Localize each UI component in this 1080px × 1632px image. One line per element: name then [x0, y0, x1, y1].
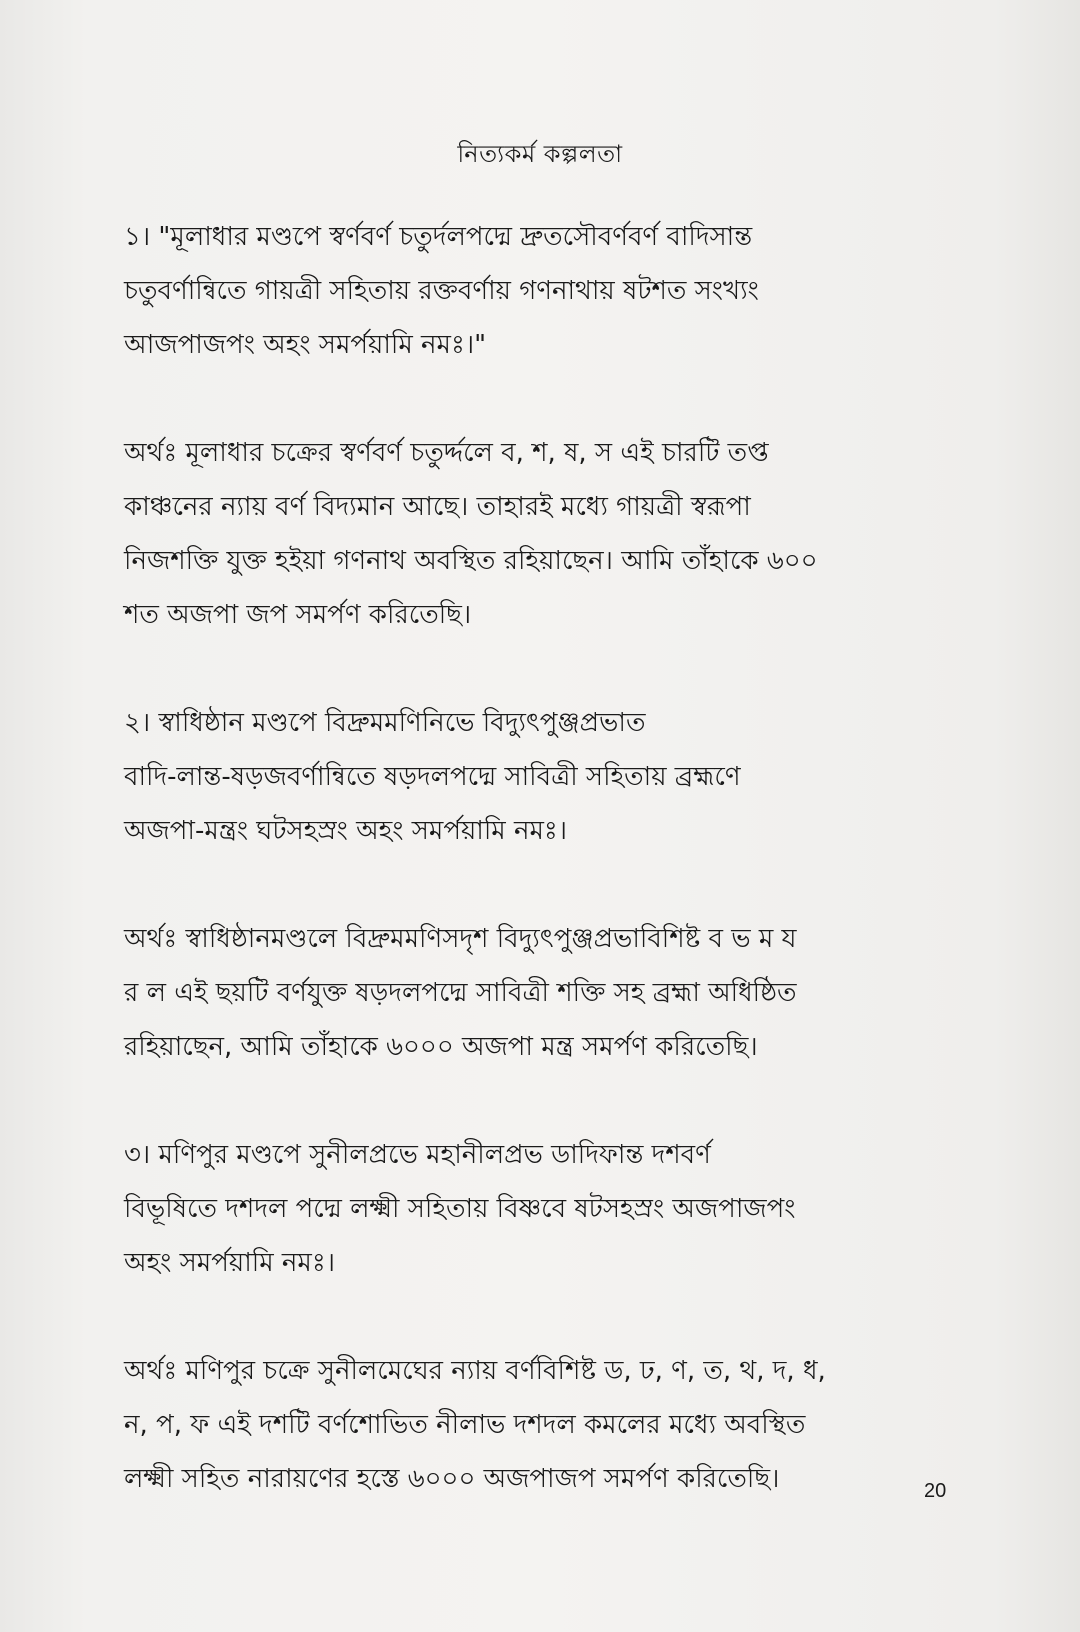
text-line: কাঞ্চনের ন্যায় বর্ণ বিদ্যমান আছে। তাহারই মধ্যে গায়ত্রী স্বরূপা: [124, 492, 751, 522]
meaning-paragraph-2: [124, 912, 964, 1074]
paragraph-gap: [124, 1074, 964, 1128]
text-line: অর্থঃ স্বাধিষ্ঠানমণ্ডলে বিদ্রুমমণিসদৃশ বিদ্যুৎপুঞ্জপ্রভাবিশিষ্ট ব ভ ম য: [124, 924, 797, 954]
text-line: বিভূষিতে দশদল পদ্মে লক্ষ্মী সহিতায় বিষ্ণবে ষটসহস্রং অজপাজপং: [124, 1194, 796, 1224]
paragraph-gap: [124, 372, 964, 426]
text-line: চতুবর্ণান্বিতে গায়ত্রী সহিতায় রক্তবর্ণায় গণনাথায় ষটশত সংখ্যং: [124, 276, 759, 306]
running-header: নিত্যকর্ম কল্পলতা: [457, 140, 623, 168]
paragraph-gap: [124, 1290, 964, 1344]
mantra-paragraph-2: [124, 696, 964, 858]
text-line: র ল এই ছয়টি বর্ণযুক্ত ষড়দলপদ্মে সাবিত্রী শক্তি সহ ব্রহ্মা অধিষ্ঠিত: [124, 978, 797, 1008]
page-body: [124, 210, 964, 1506]
meaning-paragraph-3: [124, 1344, 964, 1506]
text-line: বাদি-লান্ত-ষড়জবর্ণান্বিতে ষড়দলপদ্মে সাবিত্রী সহিতায় ব্রহ্মণে: [124, 762, 741, 792]
text-line: রহিয়াছেন, আমি তাঁহাকে ৬০০০ অজপা মন্ত্র সমর্পণ করিতেছি।: [124, 1032, 758, 1062]
text-line: ৩। মণিপুর মণ্ডপে সুনীলপ্রভে মহানীলপ্রভ ডাদিফান্ত দশবর্ণ: [124, 1140, 711, 1170]
text-line: আজপাজপং অহং সমর্পয়ামি নমঃ।": [124, 330, 487, 360]
text-line: ১। "মূলাধার মণ্ডপে স্বর্ণবর্ণ চতুর্দলপদ্মে দ্রুতসৌবর্ণবর্ণ বাদিসান্ত: [124, 222, 753, 252]
paragraph-gap: [124, 858, 964, 912]
text-line: অহং সমর্পয়ামি নমঃ।: [124, 1248, 336, 1278]
meaning-paragraph-1: [124, 426, 964, 642]
text-line: লক্ষ্মী সহিত নারায়ণের হস্তে ৬০০০ অজপাজপ সমর্পণ করিতেছি।: [124, 1464, 780, 1494]
text-line: ২। স্বাধিষ্ঠান মণ্ডপে বিদ্রুমমণিনিভে বিদ্যুৎপুঞ্জপ্রভাত: [124, 708, 646, 738]
text-line: নিজশক্তি যুক্ত হইয়া গণনাথ অবস্থিত রহিয়াছেন। আমি তাঁহাকে ৬০০: [124, 546, 818, 576]
page-number: 20: [924, 1480, 947, 1502]
text-line: অজপা-মন্ত্রং ঘটসহস্রং অহং সমর্পয়ামি নমঃ।: [124, 816, 568, 846]
paragraph-gap: [124, 642, 964, 696]
mantra-paragraph-1: [124, 210, 964, 372]
text-line: অর্থঃ মণিপুর চক্রে সুনীলমেঘের ন্যায় বর্ণবিশিষ্ট ড, ঢ, ণ, ত, থ, দ, ধ,: [124, 1356, 826, 1386]
text-line: অর্থঃ মূলাধার চক্রের স্বর্ণবর্ণ চতুর্দ্দলে ব, শ, ষ, স এই চারটি তপ্ত: [124, 438, 769, 468]
text-line: ন, প, ফ এই দশটি বর্ণশোভিত নীলাভ দশদল কমলের মধ্যে অবস্থিত: [124, 1410, 806, 1440]
text-line: শত অজপা জপ সমর্পণ করিতেছি।: [124, 600, 472, 630]
mantra-paragraph-3: [124, 1128, 964, 1290]
